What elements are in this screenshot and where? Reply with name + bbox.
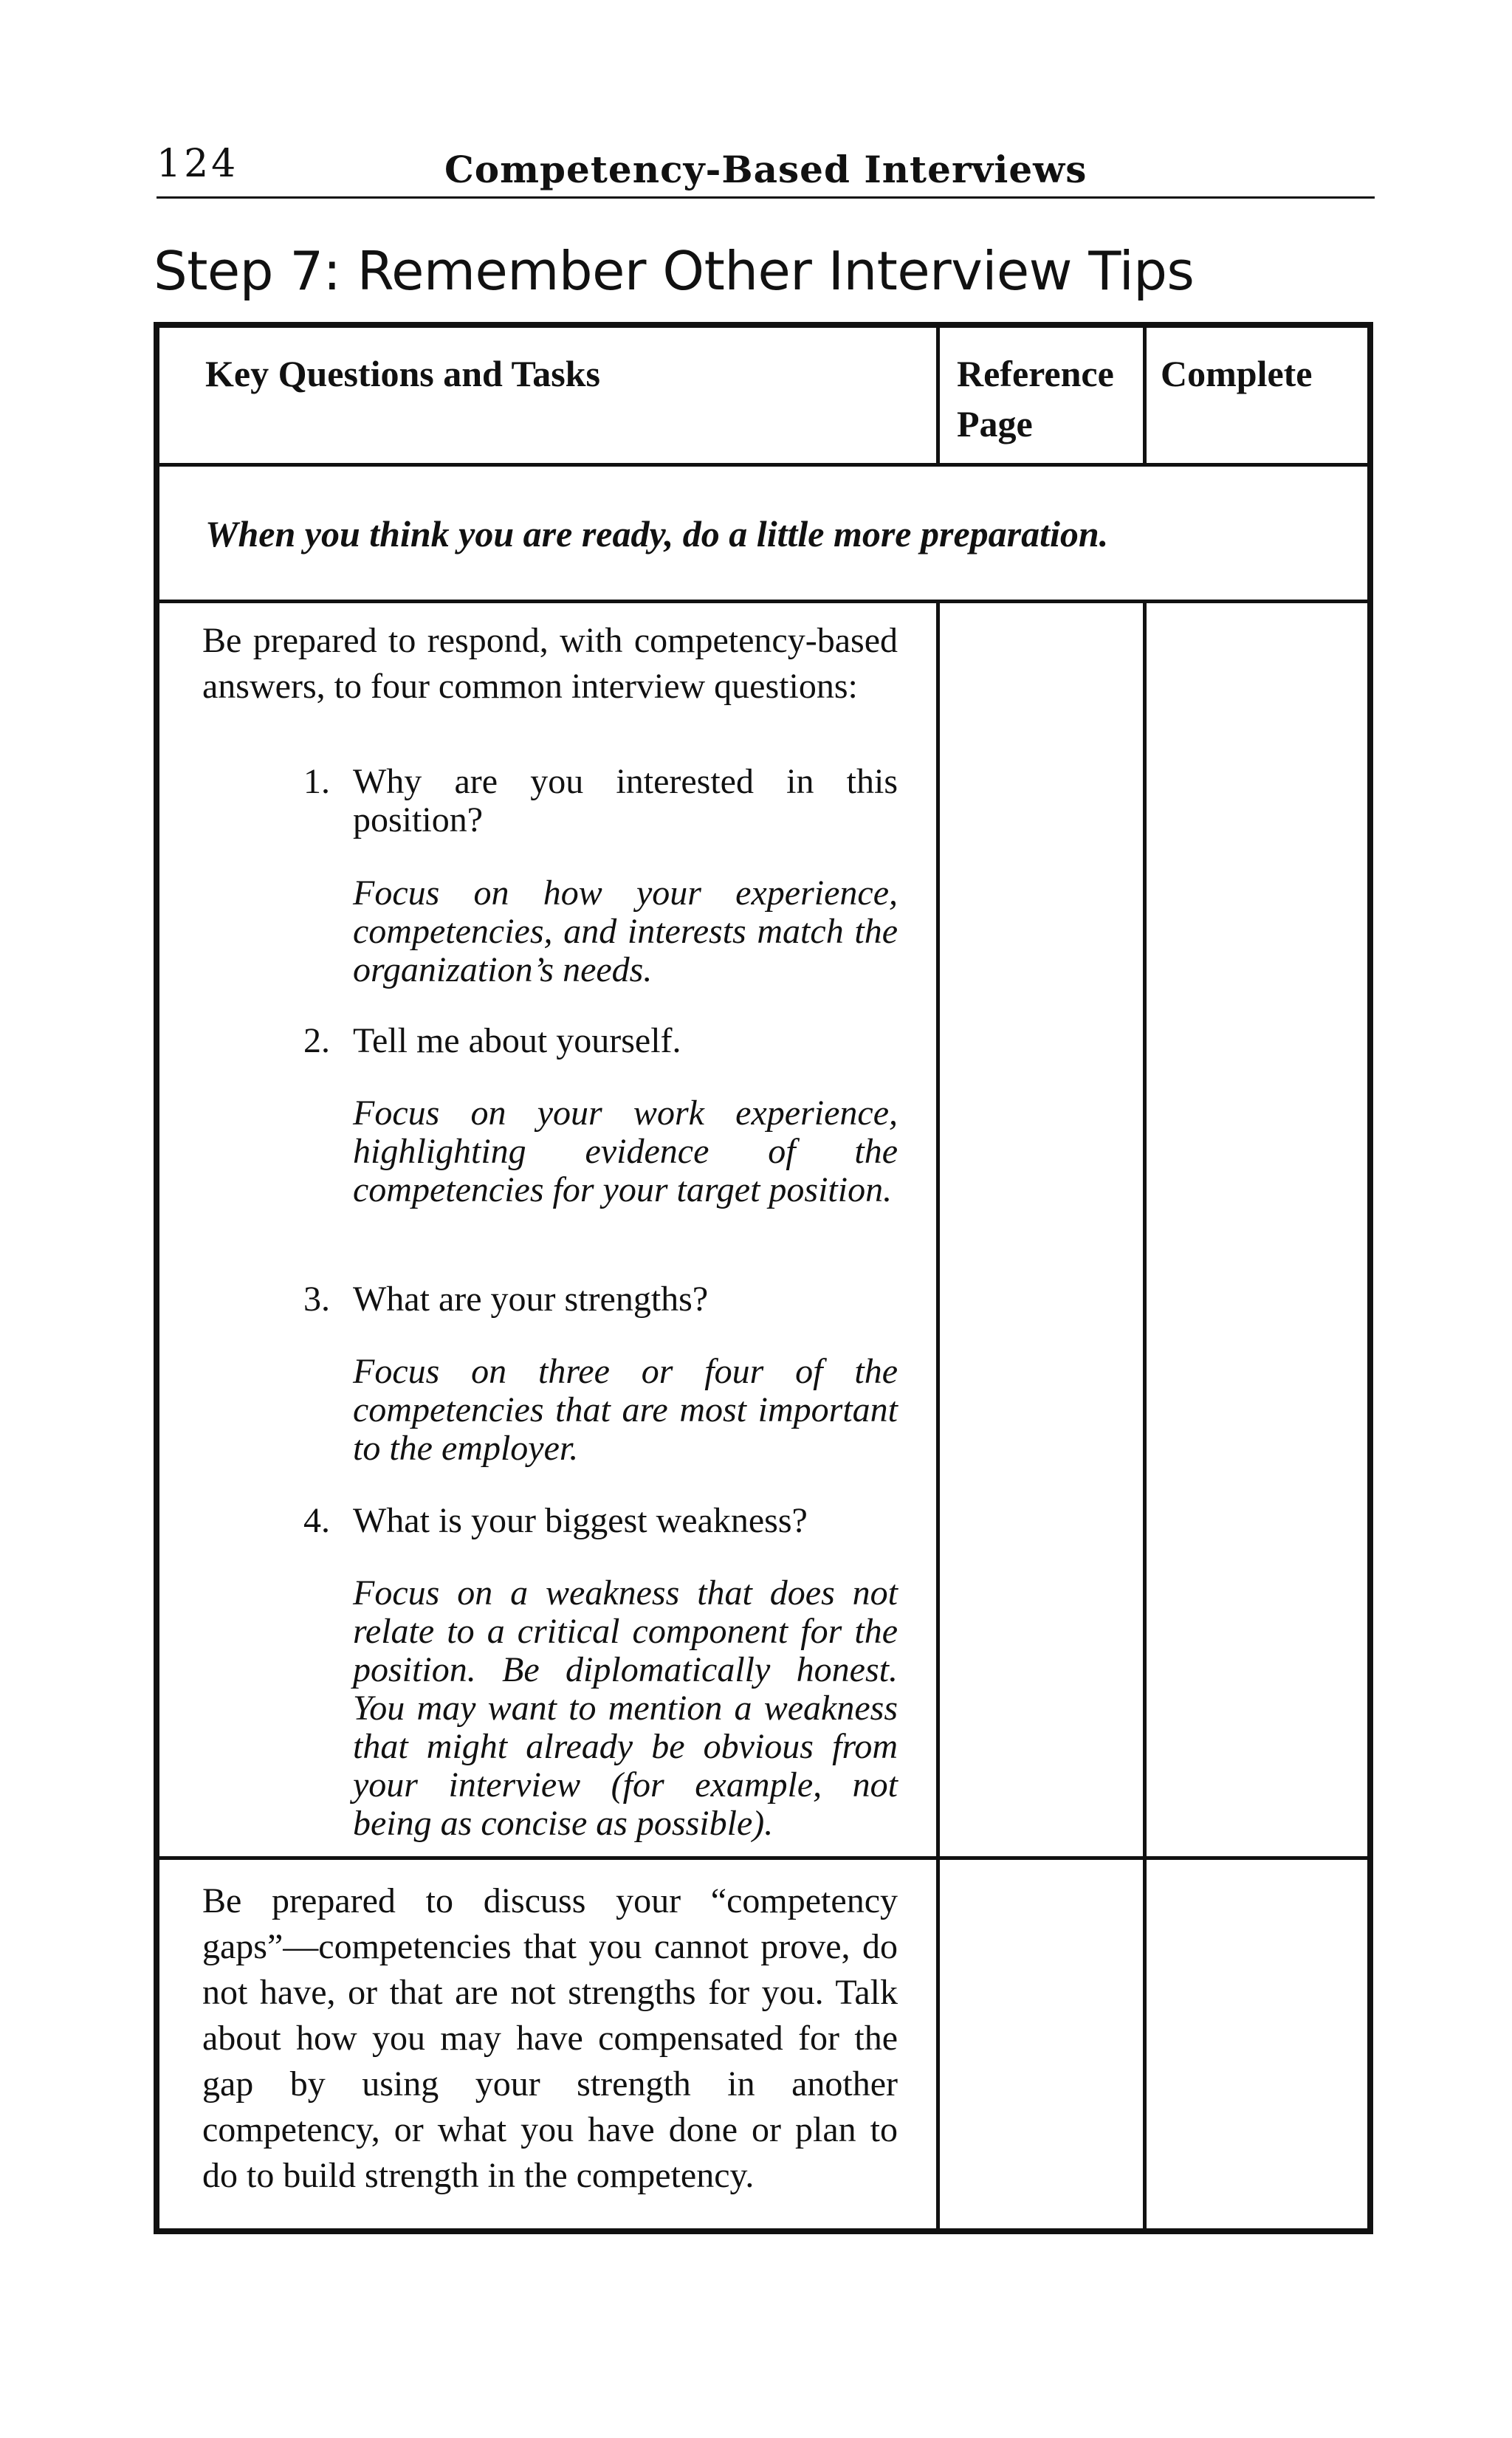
- question-text: What is your biggest weakness?: [353, 1501, 808, 1540]
- complete-checkbox-cell[interactable]: [1150, 1878, 1364, 1908]
- running-title: Competency-Based Interviews: [444, 148, 1087, 191]
- question-text: What are your strengths?: [353, 1280, 709, 1319]
- checklist-table: [154, 322, 1373, 2234]
- column-header-key-questions: Key Questions and Tasks: [205, 353, 600, 394]
- page-number: 124: [157, 142, 239, 186]
- question-number: 2.: [303, 1021, 330, 1060]
- header-column-divider-reference: [936, 328, 940, 464]
- row-intro: Be prepared to discuss your “competency gaps”—competencies that you cannot prove, do not have, or that are not strengths for you. Talk about how you may have compensated for the gap by using your strength in another competency, or what you have done or plan to do to build strength in the competency.: [202, 1881, 898, 2195]
- header-column-divider-complete: [1143, 328, 1147, 464]
- step-title: Step 7: Remember Other Interview Tips: [154, 240, 1195, 302]
- section-divider: [159, 600, 1367, 603]
- column-header-complete: Complete: [1161, 353, 1313, 394]
- question-text: Tell me about yourself.: [353, 1021, 681, 1060]
- header-divider: [159, 463, 1367, 467]
- question-number: 4.: [303, 1501, 330, 1540]
- question-focus: Focus on a weakness that does not relate to a critical component for the position. Be diplomatically honest. You may want to mention a weakness that might already be obvious from your interview (for example, not being as concise as possible).: [353, 1573, 898, 1843]
- section-heading: When you think you are ready, do a little more preparation.: [205, 513, 1109, 554]
- reference-page-cell[interactable]: [944, 623, 1135, 653]
- question-number: 3.: [303, 1280, 330, 1319]
- row-divider: [159, 1856, 1367, 1860]
- row-intro: Be prepared to respond, with competency-based answers, to four common interview questions:: [202, 621, 898, 706]
- reference-page-cell[interactable]: [944, 1878, 1135, 1908]
- question-number: 1.: [303, 762, 330, 801]
- body-column-divider-reference: [936, 600, 940, 2228]
- question-text: Why are you interested in this position?: [353, 762, 898, 839]
- body-column-divider-complete: [1143, 600, 1147, 2228]
- question-focus: Focus on how your experience, competencies, and interests match the organization’s needs.: [353, 873, 898, 989]
- complete-checkbox-cell[interactable]: [1150, 623, 1364, 653]
- column-header-reference-page: Reference Page: [957, 353, 1114, 444]
- question-focus: Focus on three or four of the competencies that are most important to the employer.: [353, 1352, 898, 1468]
- question-focus: Focus on your work experience, highlighting evidence of the competencies for your target position.: [353, 1093, 898, 1209]
- running-head: [157, 140, 1375, 199]
